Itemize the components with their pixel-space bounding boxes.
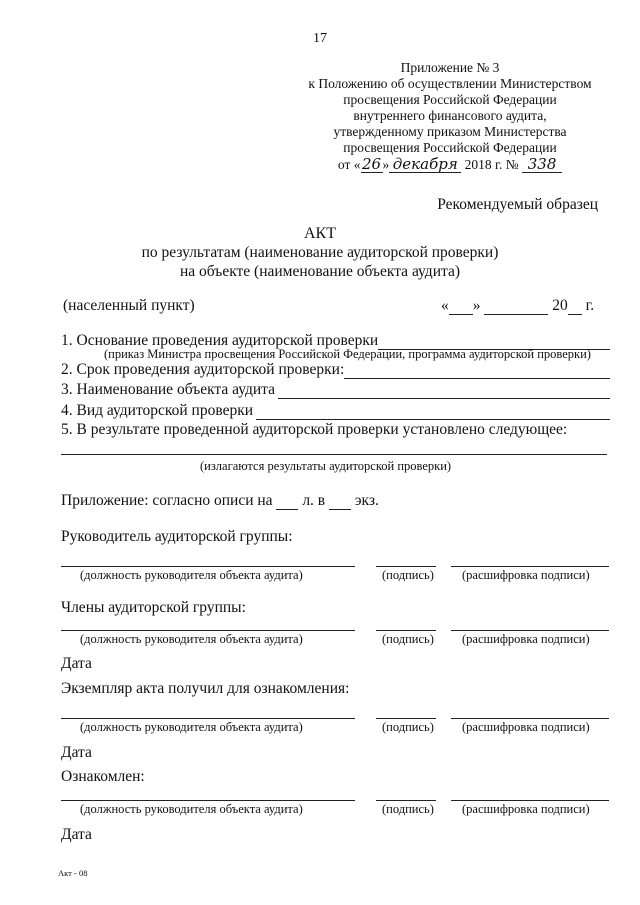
annex-line: к Положению об осуществлении Министерством xyxy=(308,76,592,91)
signature-label: (подпись) xyxy=(382,632,434,646)
order-month: декабря xyxy=(389,156,461,173)
day-blank[interactable] xyxy=(449,298,473,315)
section-acquainted: Ознакомлен: xyxy=(61,768,145,785)
act-heading: АКТ xyxy=(304,225,336,242)
item-term: 2. Срок проведения аудиторской проверки: xyxy=(61,361,345,378)
results-blank[interactable] xyxy=(61,454,607,455)
item-results: 5. В результате проведенной аудиторской проверки установлено следующее: xyxy=(61,421,568,438)
item-audit-type: 4. Вид аудиторской проверки xyxy=(61,402,254,419)
section-members: Члены аудиторской группы: xyxy=(61,599,246,616)
annex-line: просвещения Российской Федерации xyxy=(343,92,557,107)
position-label: (должность руководителя объекта аудита) xyxy=(80,568,303,582)
annex-line: внутреннего финансового аудита, xyxy=(353,108,547,123)
sheets-blank[interactable] xyxy=(276,493,298,510)
copies-blank[interactable] xyxy=(329,493,351,510)
position-line[interactable] xyxy=(61,566,355,567)
item-object-name: 3. Наименование объекта аудита xyxy=(61,381,276,398)
form-code: Акт - 08 xyxy=(58,868,88,878)
year-blank[interactable] xyxy=(568,298,582,315)
annex-line: утвержденному приказом Министерства xyxy=(333,124,567,139)
decoding-label: (расшифровка подписи) xyxy=(462,632,590,646)
section-received: Экземпляр акта получил для ознакомления: xyxy=(61,680,350,697)
term-blank[interactable] xyxy=(344,378,610,379)
signature-line[interactable] xyxy=(376,800,436,801)
page-number: 17 xyxy=(313,31,327,46)
decoding-line[interactable] xyxy=(451,718,609,719)
item-basis: 1. Основание проведения аудиторской проверки xyxy=(61,332,379,349)
position-line[interactable] xyxy=(61,800,355,801)
act-object: на объекте (наименование объекта аудита) xyxy=(180,263,460,280)
decoding-label: (расшифровка подписи) xyxy=(462,720,590,734)
section-head: Руководитель аудиторской группы: xyxy=(61,528,293,545)
act-subtitle: по результатам (наименование аудиторской проверки) xyxy=(141,244,499,261)
object-name-blank[interactable] xyxy=(278,398,610,399)
date-label: Дата xyxy=(61,826,92,843)
position-label: (должность руководителя объекта аудита) xyxy=(80,632,303,646)
appendix-line: Приложение: согласно описи на л. в экз. xyxy=(61,492,379,509)
date-label: Дата xyxy=(61,655,92,672)
annex-order-date: от «26» декабря 2018 г. № 338 xyxy=(300,156,600,173)
decoding-label: (расшифровка подписи) xyxy=(462,802,590,816)
position-line[interactable] xyxy=(61,718,355,719)
signature-line[interactable] xyxy=(376,566,436,567)
place-label: (населенный пункт) xyxy=(63,297,195,314)
audit-type-blank[interactable] xyxy=(256,419,610,420)
basis-hint: (приказ Министра просвещения Российской Федерации, программа аудиторской проверки) xyxy=(104,347,591,361)
decoding-line[interactable] xyxy=(451,630,609,631)
annex-line: просвещения Российской Федерации xyxy=(343,140,557,155)
date-label: Дата xyxy=(61,744,92,761)
decoding-line[interactable] xyxy=(451,566,609,567)
results-hint: (излагаются результаты аудиторской проверки) xyxy=(200,459,452,473)
act-title xyxy=(0,224,640,281)
signature-label: (подпись) xyxy=(382,568,434,582)
month-blank[interactable] xyxy=(484,298,548,315)
recommended-label: Рекомендуемый образец xyxy=(437,196,598,213)
position-line[interactable] xyxy=(61,630,355,631)
decoding-label: (расшифровка подписи) xyxy=(462,568,590,582)
position-label: (должность руководителя объекта аудита) xyxy=(80,802,303,816)
order-number: 338 xyxy=(522,156,562,173)
signature-line[interactable] xyxy=(376,718,436,719)
date-field[interactable]: « » 20 г. xyxy=(441,297,595,314)
signature-label: (подпись) xyxy=(382,720,434,734)
annex-number: Приложение № 3 xyxy=(400,60,500,75)
annex-block xyxy=(300,60,600,173)
signature-label: (подпись) xyxy=(382,802,434,816)
signature-line[interactable] xyxy=(376,630,436,631)
decoding-line[interactable] xyxy=(451,800,609,801)
position-label: (должность руководителя объекта аудита) xyxy=(80,720,303,734)
order-day: 26 xyxy=(361,155,382,173)
